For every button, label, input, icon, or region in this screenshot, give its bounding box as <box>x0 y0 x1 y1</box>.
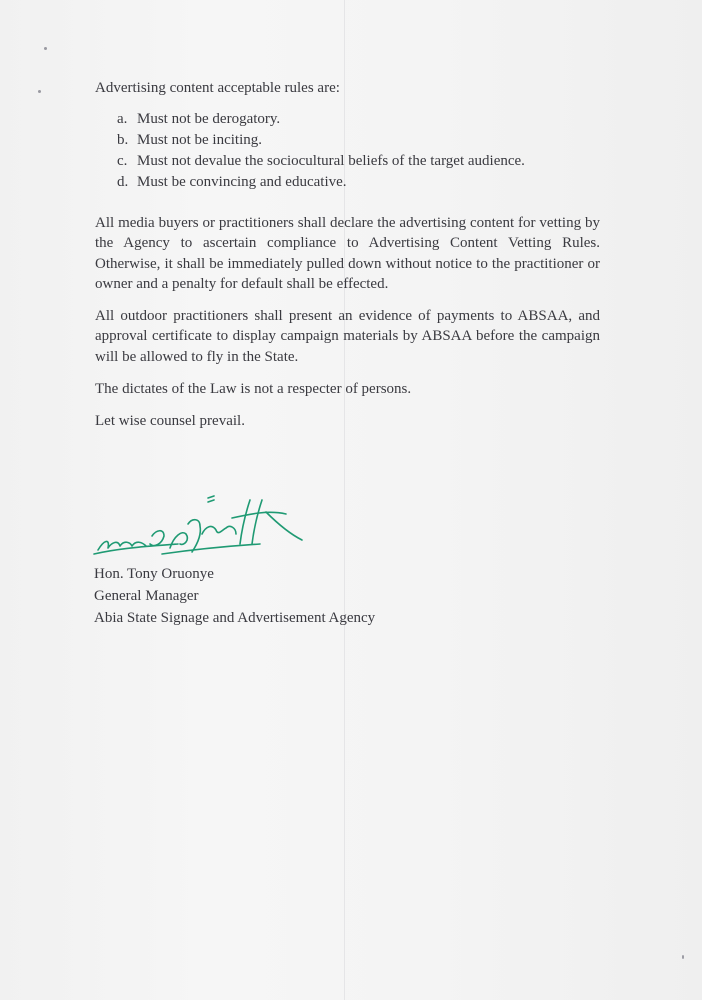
signatory-name: Hon. Tony Oruonye <box>94 566 214 582</box>
paragraph-law: The dictates of the Law is not a respecter of persons. <box>95 381 412 398</box>
paragraph-counsel: Let wise counsel prevail. <box>95 413 245 430</box>
rules-list <box>117 109 600 193</box>
list-item-text: Must not be derogatory. <box>137 111 281 127</box>
scan-speck <box>682 955 684 959</box>
list-item <box>117 151 600 172</box>
list-item-text: Must not devalue the sociocultural beliefs of the target audience. <box>137 153 525 169</box>
signature-block <box>94 563 375 629</box>
rules-intro: Advertising content acceptable rules are: <box>95 80 340 96</box>
handwritten-signature <box>90 488 310 568</box>
scan-speck <box>44 47 47 50</box>
list-marker: a. <box>117 111 128 127</box>
list-item <box>117 172 600 193</box>
list-marker: d. <box>117 174 129 190</box>
list-item <box>117 130 600 151</box>
signatory-organization: Abia State Signage and Advertisement Agency <box>94 610 376 626</box>
signatory-title: General Manager <box>94 588 199 604</box>
scan-speck <box>38 90 41 93</box>
paragraph-outdoor: All outdoor practitioners shall present an evidence of payments to ABSAA, and approval certificate to display campaign materials by ABSAA before the campaign will be allowed to fly in the State. <box>95 308 600 365</box>
list-marker: b. <box>117 132 129 148</box>
letter-body <box>95 78 600 444</box>
list-item <box>117 109 600 130</box>
list-marker: c. <box>117 153 128 169</box>
paragraph-declaration: All media buyers or practitioners shall declare the advertising content for vetting by the Agency to ascertain compliance to Advertising Content Vetting Rules. Otherwise, it shall be immediately pulled down without notice to the practitioner or owner and a penalty for default shall be effected. <box>95 215 600 292</box>
list-item-text: Must not be inciting. <box>137 132 262 148</box>
list-item-text: Must be convincing and educative. <box>137 174 347 190</box>
